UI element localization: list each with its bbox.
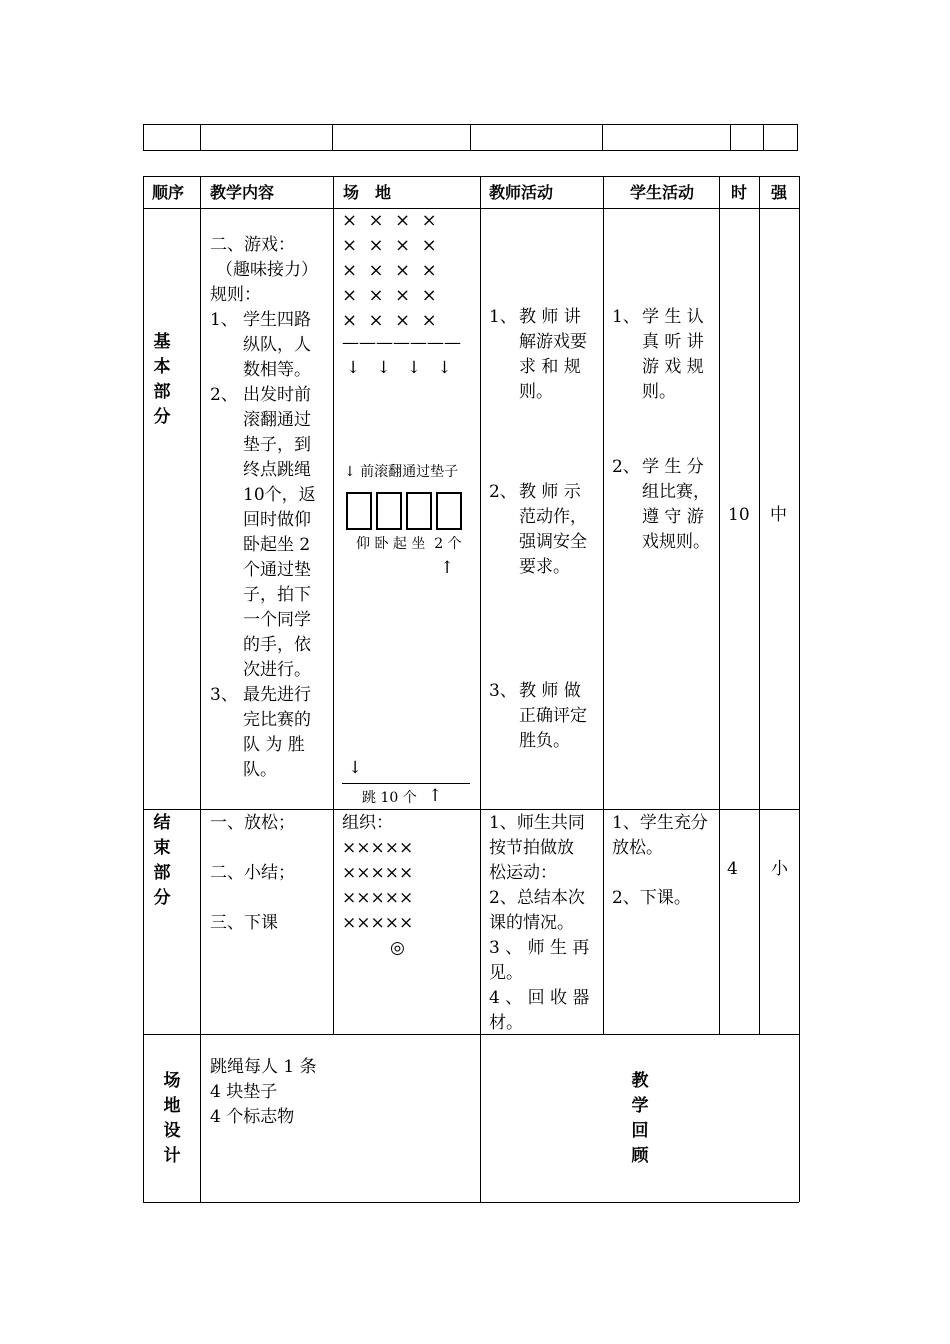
header-teacher: 教师活动 [489, 183, 554, 202]
header-content: 教学内容 [210, 183, 275, 202]
text-line: 跳绳每人 1 条 [210, 1057, 317, 1077]
text-line: 胜负。 [519, 731, 570, 751]
teacher-num: 1、 [489, 307, 517, 327]
text-line: 终点跳绳 [243, 460, 311, 480]
text-line: 4 块垫子 [210, 1082, 278, 1102]
student-formation [342, 208, 437, 333]
text-line: 滚翻通过 [243, 410, 311, 430]
text-line: 教 师 讲 [519, 307, 581, 327]
text-line: 见。 [489, 963, 523, 983]
end-venue [342, 811, 413, 936]
end-content [210, 811, 295, 936]
text-line: 完比赛的 [243, 710, 311, 730]
up-arrow: ↑ [440, 558, 455, 578]
text-line: 纵队，人 [243, 335, 311, 355]
text-line: 子，拍下 [243, 585, 311, 605]
text-line: 范动作， [519, 507, 587, 527]
rule-num: 1、 [210, 310, 238, 330]
basic-content-line: （趣味接力） [216, 260, 318, 280]
text-line: 求 和 规 [519, 357, 581, 377]
text-line: 队。 [243, 760, 277, 780]
end-teacher [489, 811, 589, 1036]
design-label: 场地设计 [163, 1071, 181, 1166]
header-seq: 顺序 [152, 183, 185, 202]
mat-3 [406, 492, 432, 530]
text-line: × × × × [342, 310, 437, 331]
jump-label: 跳 10 个 [362, 790, 417, 806]
end-time: 4 [727, 859, 738, 879]
text-line: 4 、 回 收 器 [489, 988, 590, 1008]
text-line: 则。 [519, 382, 553, 402]
rule-3 [243, 683, 311, 783]
review-label: 教学回顾 [631, 1071, 649, 1166]
text-line: ××××× [342, 888, 414, 908]
text-line: 出发时前 [243, 385, 311, 405]
teacher-num: 2、 [489, 482, 517, 502]
text-line: 要求。 [519, 557, 570, 577]
text-line: 戏规则。 [642, 532, 710, 552]
text-line: 强调安全 [519, 532, 587, 552]
teacher-step-2 [519, 480, 587, 580]
end-intensity: 小 [771, 859, 788, 879]
situp-label: 仰 卧 起 坐 2 个 [356, 536, 462, 552]
text-line: 2、总结本次 [489, 888, 585, 908]
text-line [210, 836, 295, 861]
text-line: 次进行。 [243, 660, 311, 680]
text-line: × × × × [342, 260, 437, 281]
text-line [210, 886, 295, 911]
text-line: 2、下课。 [612, 888, 691, 908]
text-line: 正确评定 [519, 706, 587, 726]
down-arrow: ↓ [348, 758, 363, 778]
teacher-position-mark: ◎ [390, 938, 405, 958]
text-line: 材。 [489, 1013, 523, 1033]
student-num: 1、 [612, 307, 640, 327]
text-line: 放松。 [612, 838, 663, 858]
mat-2 [376, 492, 402, 530]
text-line: × × × × [342, 285, 437, 306]
text-line: 的手，依 [243, 635, 311, 655]
text-line: 按节拍做放 [489, 838, 574, 858]
basic-time: 10 [728, 505, 750, 525]
teacher-step-1 [519, 305, 587, 405]
roll-label: ↓ 前滚翻通过垫子 [344, 464, 459, 480]
student-num: 2、 [612, 457, 640, 477]
text-line: 个通过垫 [243, 560, 311, 580]
basic-content-line: 规则： [210, 285, 261, 305]
teacher-num: 3、 [489, 681, 517, 701]
text-line: ××××× [342, 863, 414, 883]
text-line: 4 个标志物 [210, 1107, 295, 1127]
end-student [612, 811, 708, 911]
text-line: 学 生 认 [642, 307, 704, 327]
text-line: 1、学生充分 [612, 813, 708, 833]
text-line: 游 戏 规 [642, 357, 704, 377]
text-line: 一个同学 [243, 610, 311, 630]
text-line: 课的情况。 [489, 913, 574, 933]
text-line: 则。 [642, 382, 676, 402]
text-line [612, 861, 708, 886]
text-line: 真 听 讲 [642, 332, 704, 352]
text-line: 回时做仰 [243, 510, 311, 530]
start-line: ——————— [342, 333, 461, 353]
up-arrow: ↑ [428, 786, 443, 806]
text-line: 垫子，到 [243, 435, 311, 455]
text-line: × × × × [342, 235, 437, 256]
end-section-label: 结束部分 [153, 813, 171, 908]
text-line: 一、放松； [210, 813, 295, 833]
design-items [210, 1055, 317, 1130]
text-line: 学 生 分 [642, 457, 704, 477]
text-line: 10个，返 [243, 485, 316, 505]
mat-4 [436, 492, 462, 530]
rule-num: 2、 [210, 385, 238, 405]
text-line: 遵 守 游 [642, 507, 704, 527]
text-line: 组比赛， [642, 482, 710, 502]
student-step-2 [642, 455, 710, 555]
text-line: 二、小结； [210, 863, 295, 883]
text-line: 三、下课 [210, 913, 278, 933]
text-line: 松运动： [489, 863, 557, 883]
header-student: 学生活动 [630, 183, 695, 202]
basic-intensity: 中 [770, 505, 787, 525]
basic-section-label: 基本部分 [153, 332, 171, 427]
text-line: 数相等。 [243, 360, 311, 380]
text-line: 队 为 胜 [243, 735, 305, 755]
header-venue: 场 地 [343, 183, 392, 202]
text-line: 最先进行 [243, 685, 311, 705]
student-step-1 [642, 305, 704, 405]
text-line: ××××× [342, 838, 414, 858]
down-arrows: ↓ ↓ ↓ ↓ [346, 358, 452, 378]
mat-1 [346, 492, 372, 530]
text-line: 3 、 师 生 再 [489, 938, 590, 958]
header-intensity: 强 [771, 183, 788, 202]
text-line: × × × × [342, 210, 437, 231]
rule-num: 3、 [210, 685, 238, 705]
text-line: ××××× [342, 913, 414, 933]
rule-2 [243, 383, 316, 683]
text-line: 教 师 示 [519, 482, 581, 502]
basic-content-line: 二、游戏： [210, 235, 295, 255]
rule-1 [243, 308, 311, 383]
text-line: 1、师生共同 [489, 813, 585, 833]
text-line: 学生四路 [243, 310, 311, 330]
header-time: 时 [731, 183, 748, 202]
text-line: 解游戏要 [519, 332, 587, 352]
text-line: 组织： [342, 813, 393, 833]
text-line: 教 师 做 [519, 681, 581, 701]
teacher-step-3 [519, 679, 587, 754]
text-line: 卧起坐 2 [243, 535, 311, 555]
